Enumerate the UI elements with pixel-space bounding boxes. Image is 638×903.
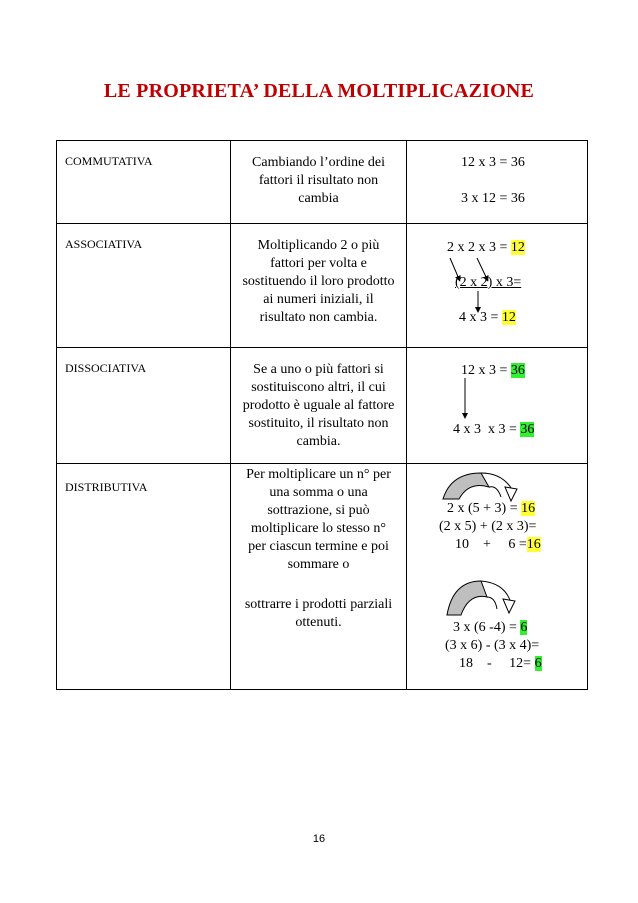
result-highlight: 12 bbox=[501, 310, 516, 325]
desc-line: Se a uno o più fattori si bbox=[253, 362, 384, 377]
property-description bbox=[231, 464, 406, 632]
desc-line: sostituiscono altri, il cui bbox=[251, 380, 386, 395]
example-line: (2 x 5) + (2 x 3)= bbox=[439, 519, 537, 534]
property-example bbox=[407, 141, 588, 224]
page-title: LE PROPRIETA’ DELLA MOLTIPLICAZIONE bbox=[103, 80, 535, 102]
desc-line: cambia. bbox=[296, 434, 341, 449]
table-row-distributiva bbox=[57, 464, 588, 690]
desc-line: per ciascun termine e poi bbox=[248, 539, 389, 554]
result-highlight: 36 bbox=[520, 422, 535, 437]
desc-line: sostituito, il risultato non bbox=[248, 416, 389, 431]
example-line: 3 x (6 -4) = 6 bbox=[453, 620, 528, 635]
example-line: 12 x 3 = 36 bbox=[461, 363, 525, 378]
result-highlight: 6 bbox=[520, 620, 528, 635]
example-line: 10 + 6 =16 bbox=[455, 537, 541, 552]
desc-line: Per moltiplicare un n° per bbox=[246, 467, 391, 482]
example-line: 3 x 12 = 36 bbox=[461, 191, 525, 206]
property-example bbox=[407, 348, 588, 464]
desc-line: sostituendo il loro prodotto bbox=[242, 274, 395, 289]
example-line: 18 - 12= 6 bbox=[459, 656, 542, 671]
example-line: 4 x 3 = 12 bbox=[459, 310, 516, 325]
desc-line: sottrarre i prodotti parziali bbox=[244, 597, 393, 612]
desc-line: ai numeri iniziali, il bbox=[263, 292, 374, 307]
desc-line: Cambiando l’ordine dei bbox=[252, 155, 385, 170]
property-example bbox=[407, 224, 588, 348]
result-highlight: 16 bbox=[521, 501, 536, 516]
desc-line: cambia bbox=[298, 191, 339, 206]
curved-arrow-icon bbox=[445, 577, 525, 617]
desc-line: sommare o bbox=[287, 557, 350, 572]
example-line: 12 x 3 = 36 bbox=[461, 155, 525, 170]
property-description bbox=[231, 224, 406, 327]
result-highlight: 6 bbox=[534, 656, 542, 671]
property-name: COMMUTATIVA bbox=[65, 154, 153, 168]
curved-arrow-icon bbox=[441, 469, 521, 503]
example-line: 2 x (5 + 3) = 16 bbox=[447, 501, 536, 516]
properties-table bbox=[56, 140, 588, 690]
desc-line: una somma o una bbox=[269, 485, 368, 500]
table-row-commutativa bbox=[57, 141, 588, 224]
example-line: 4 x 3 x 3 = 36 bbox=[453, 422, 535, 437]
result-highlight: 36 bbox=[510, 363, 525, 378]
table-row-dissociativa bbox=[57, 348, 588, 464]
desc-line: fattori il risultato non bbox=[258, 173, 379, 188]
table-row-associativa bbox=[57, 224, 588, 348]
property-name: ASSOCIATIVA bbox=[65, 237, 143, 251]
property-description bbox=[231, 141, 406, 208]
example-line: (2 x 2) x 3= bbox=[455, 275, 522, 290]
example-line: (3 x 6) - (3 x 4)= bbox=[445, 638, 540, 653]
property-name: DISTRIBUTIVA bbox=[65, 480, 148, 494]
result-highlight: 12 bbox=[510, 240, 525, 255]
desc-line: prodotto è uguale al fattore bbox=[242, 398, 395, 413]
desc-line: fattori per volta e bbox=[270, 256, 367, 271]
property-example bbox=[407, 464, 588, 690]
property-description bbox=[231, 348, 406, 451]
desc-line: Moltiplicando 2 o più bbox=[257, 238, 380, 253]
desc-line: ottenuti. bbox=[295, 615, 342, 630]
down-arrow-icon bbox=[407, 348, 587, 464]
page-number: 16 bbox=[312, 833, 326, 845]
desc-line: sottrazione, si può bbox=[267, 503, 370, 518]
example-line: 2 x 2 x 3 = 12 bbox=[447, 240, 525, 255]
desc-line: moltiplicare lo stesso n° bbox=[250, 521, 387, 536]
property-name: DISSOCIATIVA bbox=[65, 361, 147, 375]
desc-line: risultato non cambia. bbox=[259, 310, 378, 325]
result-highlight: 16 bbox=[526, 537, 541, 552]
